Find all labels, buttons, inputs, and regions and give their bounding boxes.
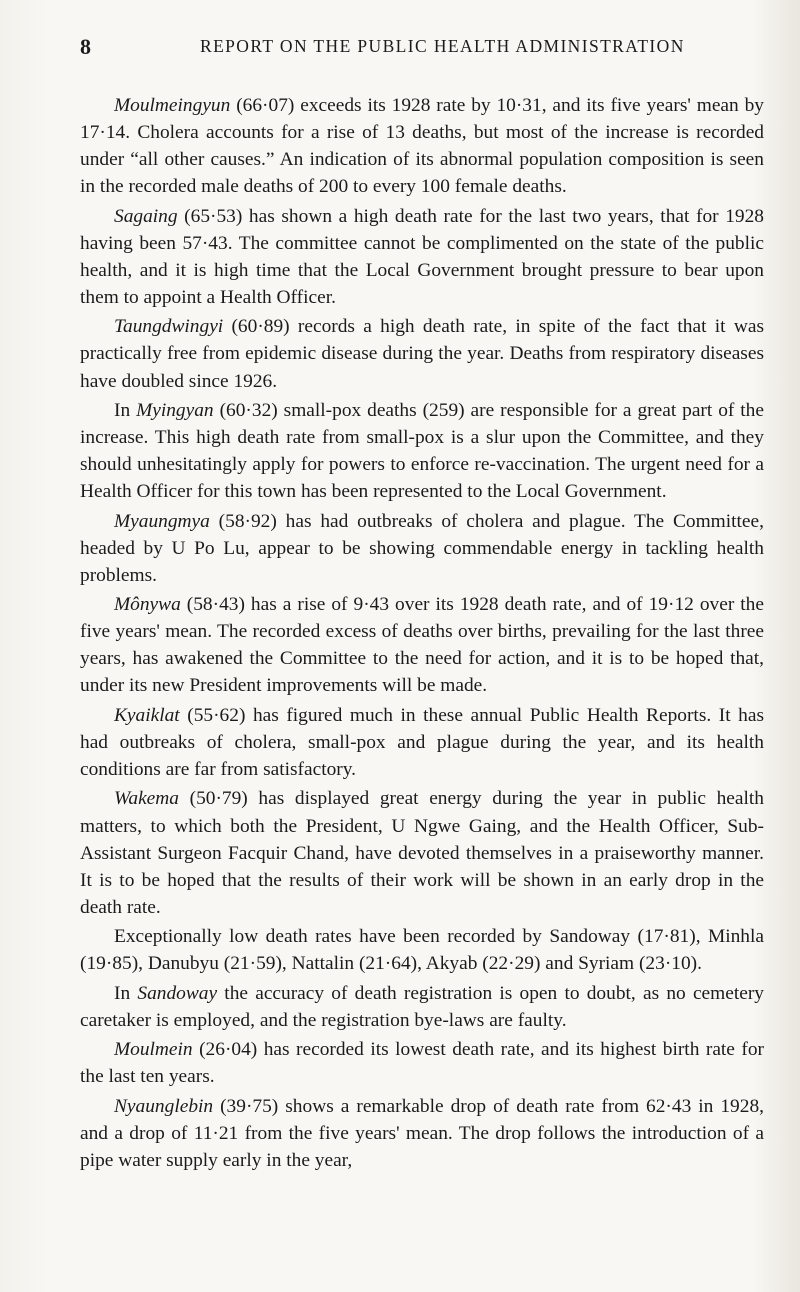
paragraph-text: (58·92) has had outbreaks of cholera and plague. The Committee, headed by U Po Lu, appear to be showing commendable energy in tackling health problems. [80,510,764,586]
paragraph-text: (65·53) has shown a high death rate for the last two years, that for 1928 having been 57·43. The committee cannot be complimented on the state of the public health, and it is high time that the Local Government brought pressure to bear upon them to appoint a Health Officer. [80,205,764,308]
running-title: REPORT ON THE PUBLIC HEALTH ADMINISTRATION [200,36,685,56]
paragraph-text: (55·62) has figured much in these annual Public Health Reports. It has had outbreaks of cholera, small-pox and plague during the year, and its health conditions are far from satisfactory. [80,704,764,781]
paragraph-moulmeingyun [80,92,764,200]
town-name: Taungdwingyi [114,316,224,338]
paragraph-text: (26·04) has recorded its lowest death rate, and its highest birth rate for the last ten years. [80,1039,764,1088]
town-name: Sandoway [137,982,218,1004]
paragraph-lead: In [114,399,137,421]
paragraph-wakema [80,785,764,920]
paragraph-text: (50·79) has displayed great energy during the year in public health matters, to which both the President, U Ngwe Gaing, and the Health Officer, Sub-Assistant Surgeon Facquir Chand, have devoted themselves in a praiseworthy manner. It is to be hoped that the results of their work will be shown in an early drop in the death rate. [80,788,764,918]
body-text [80,92,764,1174]
paragraph-sandoway [80,980,764,1034]
paragraph-text: (60·89) records a high death rate, in spite of the fact that it was practically free from epidemic disease during the year. Deaths from respiratory diseases have doubled since 1926. [80,316,764,392]
paragraph-monywa [80,591,764,699]
paragraph-taungdwingyi [80,313,764,394]
paragraph-nyaunglebin [80,1093,764,1174]
paragraph-low-death-rates [80,923,764,977]
paragraph-myingyan [80,397,764,505]
town-name: Kyaiklat [114,704,180,726]
paragraph-moulmein [80,1036,764,1090]
town-name: Moulmeingyun [114,95,231,116]
town-name: Sagaing [114,205,178,227]
town-name: Mônywa [114,594,181,616]
paragraph-text: (66·07) exceeds its 1928 rate by 10·31, and its five years' mean by 17·14. Cholera accounts for a rise of 13 deaths, but most of the increase is recorded under “all other causes.” An indication of its abnormal population composition is seen in the recorded male deaths of 200 to every 100 female deaths. [80,95,764,198]
page-header [80,34,780,64]
town-name: Myingyan [136,399,214,421]
paragraph-kyaiklat [80,702,764,783]
paragraph-sagaing [80,203,764,311]
town-name: Nyaunglebin [114,1095,214,1117]
paragraph-text: Exceptionally low death rates have been recorded by Sandoway (17·81), Minhla (19·85), Danubyu (21·59), Nattalin (21·64), Akyab (22·29) and Syriam (23·10). [80,926,764,975]
page-number: 8 [80,34,91,59]
paragraph-text: (39·75) shows a remarkable drop of death rate from 62·43 in 1928, and a drop of 11·21 from the five years' mean. The drop follows the introduction of a pipe water supply early in the year, [80,1095,764,1171]
town-name: Moulmein [114,1039,193,1061]
paragraph-lead: In [114,982,138,1004]
town-name: Wakema [114,788,179,810]
paragraph-text: (60·32) small-pox deaths (259) are responsible for a great part of the increase. This high death rate from small-pox is a slur upon the Committee, and they should unhesitatingly apply for powers to enforce re-vaccination. The urgent need for a Health Officer for this town has been represented to the Local Government. [80,399,764,503]
town-name: Myaungmya [114,510,210,532]
paragraph-text: the accuracy of death registration is open to doubt, as no cemetery caretaker is employed, and the registration bye-laws are faulty. [80,982,764,1031]
paragraph-myaungmya [80,508,764,589]
paragraph-text: (58·43) has a rise of 9·43 over its 1928 death rate, and of 19·12 over the five years' mean. The recorded excess of deaths over births, prevailing for the last three years, has awakened the Committee to the need for action, and it is to be hoped that, under its new President improvements will be made. [80,594,764,697]
